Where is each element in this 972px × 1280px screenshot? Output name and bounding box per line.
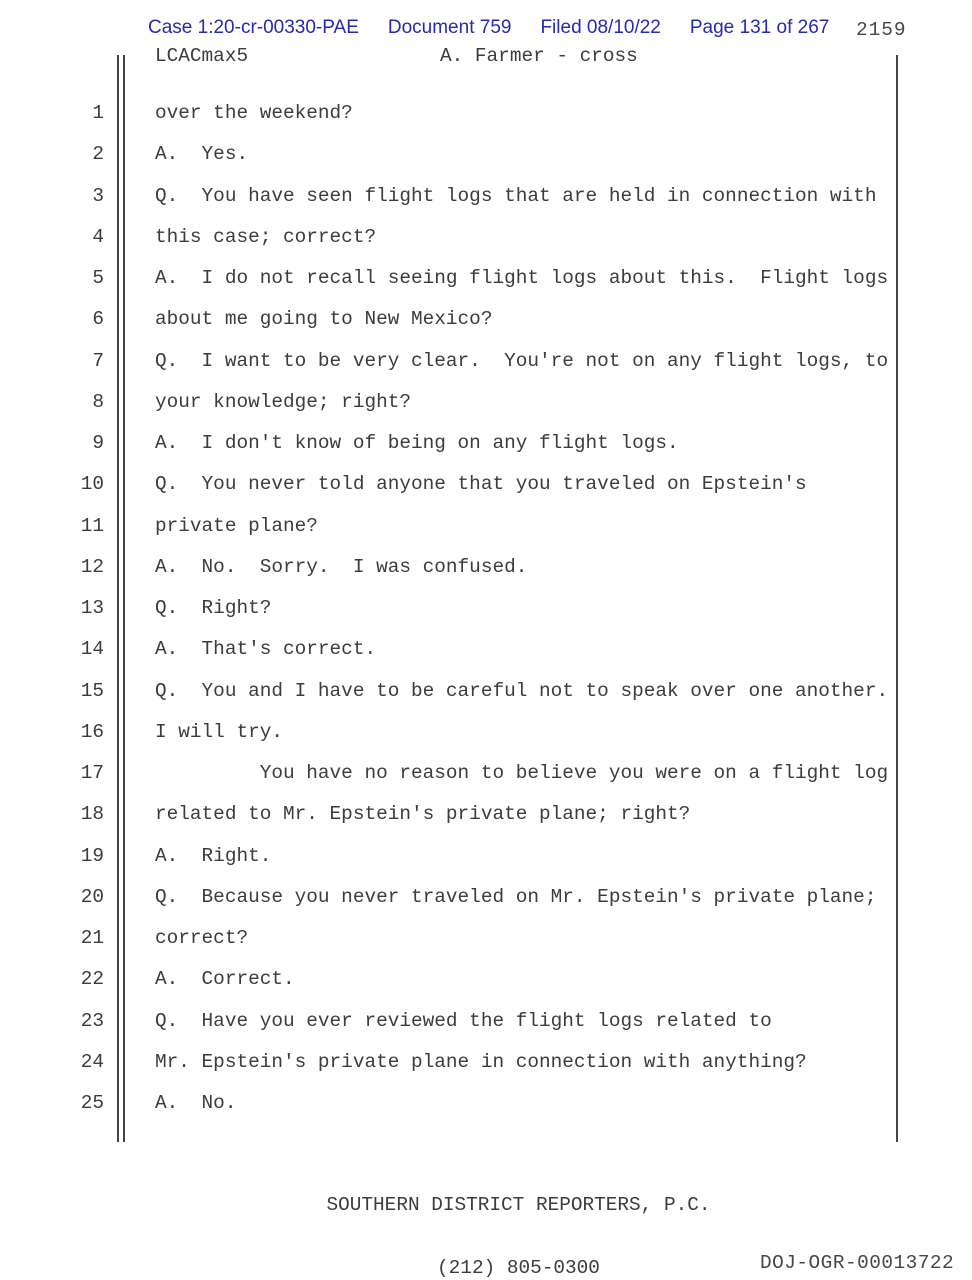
line-number: 21 [80,927,104,949]
line-text: about me going to New Mexico? [155,308,493,331]
line-text: Q. You and I have to be careful not to speak over one another. [155,679,889,702]
line-number: 9 [92,432,104,454]
line-text: You have no reason to believe you were on a flight log [155,762,889,784]
line-text: over the weekend? [155,102,353,124]
witness-examination-title: A. Farmer - cross [440,45,638,67]
court-filing-stamp [148,17,829,39]
line-text: correct? [155,927,249,949]
reporter-name: SOUTHERN DISTRICT REPORTERS, P.C. [326,1194,711,1216]
transcript-line [0,547,900,588]
transcript-line [0,671,900,712]
line-number: 23 [80,1009,104,1032]
transcript-line [0,217,900,258]
line-text: Q. Right? [155,597,272,619]
line-number: 16 [80,720,104,743]
line-text: Q. You never told anyone that you traveled on Epstein's [155,473,807,496]
line-text: A. I don't know of being on any flight logs. [155,432,679,454]
line-text: A. Right. [155,844,272,867]
session-code: LCACmax5 [155,45,249,67]
line-text: A. No. [155,1092,237,1114]
transcript-line [0,93,900,134]
line-text: A. That's correct. [155,638,377,661]
line-number: 10 [80,473,104,496]
bates-number: DOJ-OGR-00013722 [760,1252,955,1274]
line-text: A. Yes. [155,143,249,166]
transcript-line [0,918,900,959]
line-text: A. No. Sorry. I was confused. [155,555,528,578]
stamp-case-number: Case 1:20-cr-00330-PAE [148,17,359,38]
line-number: 4 [92,225,104,248]
line-number: 13 [80,597,104,619]
line-text: A. I do not recall seeing flight logs about this. Flight logs [155,267,889,289]
line-text: I will try. [155,720,283,743]
stamp-document-number: Document 759 [387,17,512,38]
transcript-page-number: 2159 [856,19,907,41]
transcript-body [0,93,900,1124]
line-text: Q. You have seen flight logs that are held in connection with [155,184,877,207]
transcript-line [0,299,900,340]
line-number: 1 [92,102,104,124]
stamp-page-of: Page 131 of 267 [689,17,830,38]
line-text: private plane? [155,514,318,537]
line-number: 17 [80,762,104,784]
transcript-line [0,588,900,629]
line-number: 18 [80,803,104,826]
transcript-line [0,423,900,464]
transcript-line [0,382,900,423]
line-number: 6 [92,308,104,331]
line-number: 15 [80,679,104,702]
line-text: A. Correct. [155,968,295,991]
line-number: 7 [92,349,104,372]
line-number: 11 [80,514,104,537]
line-text: Q. Have you ever reviewed the flight logs related to [155,1009,772,1032]
transcript-line [0,506,900,547]
transcript-line [0,1001,900,1042]
line-text: Q. I want to be very clear. You're not on any flight logs, to [155,349,889,372]
reporter-phone: (212) 805-0300 [437,1257,600,1279]
line-text: this case; correct? [155,225,377,248]
stamp-filed-date: Filed 08/10/22 [540,17,661,38]
transcript-line [0,258,900,299]
line-number: 12 [80,555,104,578]
transcript-line [0,959,900,1000]
line-number: 24 [80,1050,104,1073]
line-number: 5 [92,267,104,289]
transcript-line [0,836,900,877]
line-text: Mr. Epstein's private plane in connection with anything? [155,1050,807,1073]
transcript-line [0,341,900,382]
transcript-line [0,712,900,753]
transcript-line [0,794,900,835]
transcript-line [0,1083,900,1124]
line-number: 2 [92,143,104,166]
transcript-line [0,629,900,670]
line-number: 25 [80,1092,104,1114]
line-number: 8 [92,390,104,413]
transcript-line [0,134,900,175]
transcript-line [0,753,900,794]
transcript-line [0,176,900,217]
line-number: 14 [80,638,104,661]
transcript-line [0,877,900,918]
line-number: 20 [80,885,104,908]
line-number: 3 [92,184,104,207]
line-number: 19 [80,844,104,867]
line-text: Q. Because you never traveled on Mr. Epstein's private plane; [155,885,877,908]
transcript-line [0,464,900,505]
line-text: your knowledge; right? [155,390,411,413]
line-number: 22 [80,968,104,991]
transcript-line [0,1042,900,1083]
line-text: related to Mr. Epstein's private plane; right? [155,803,691,826]
